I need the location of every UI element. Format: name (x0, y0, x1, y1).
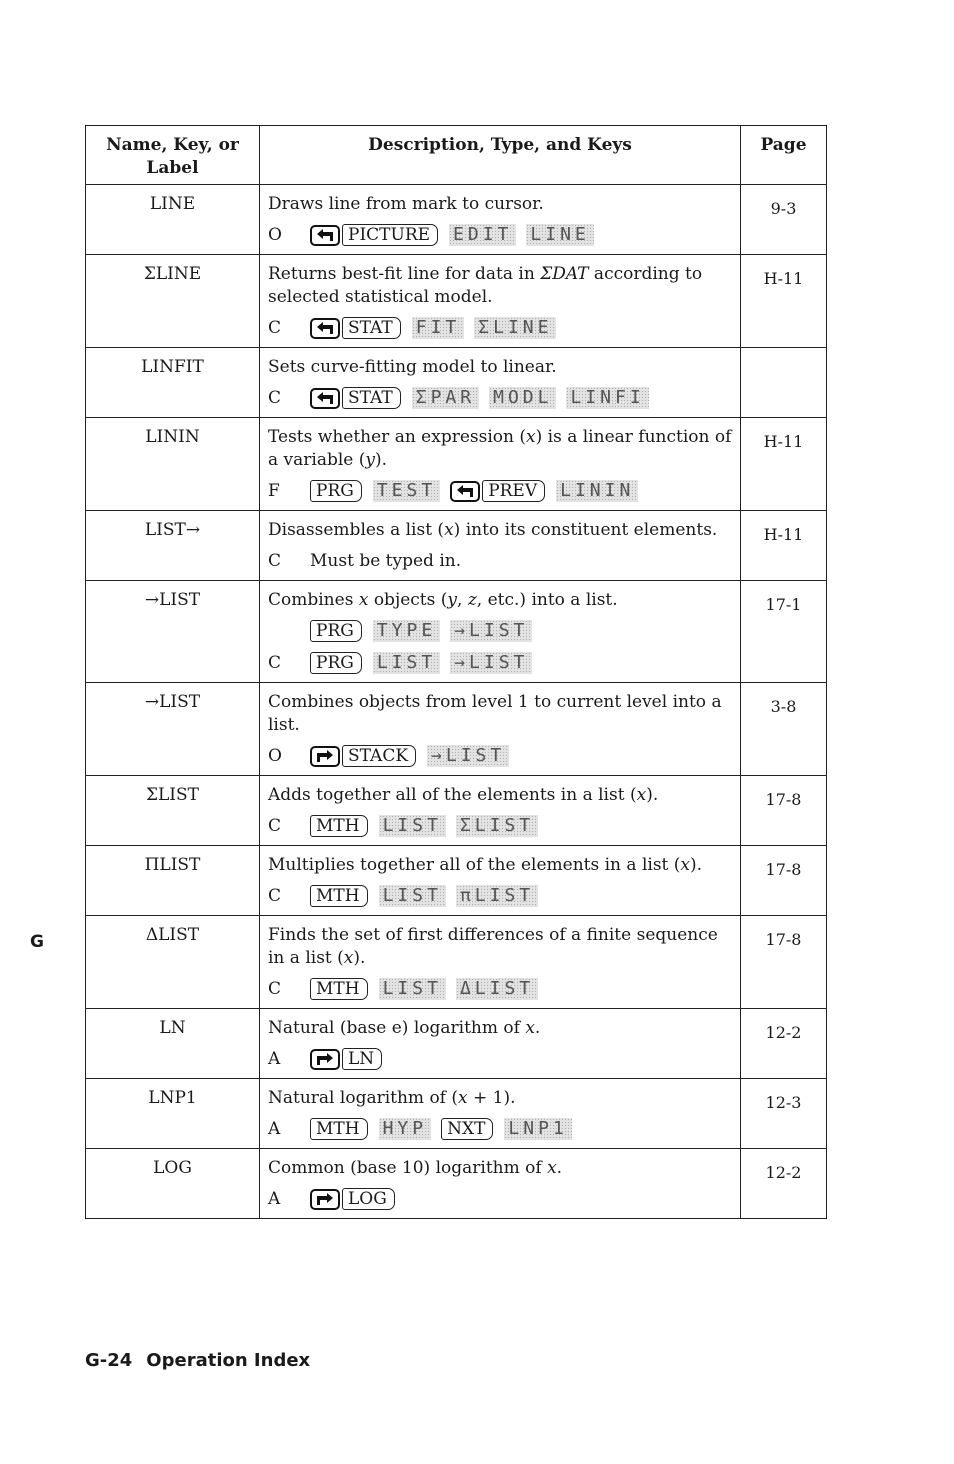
variable: x (636, 785, 647, 805)
typed-in-note: Must be typed in. (310, 550, 462, 571)
description-segment: . (556, 1158, 563, 1178)
page-reference: H-11 (741, 255, 827, 348)
right-shift-arrow-icon (310, 746, 340, 767)
entry-name: →LIST (86, 581, 260, 683)
description-segment: + 1). (467, 1088, 516, 1108)
calculator-key: PRG (310, 652, 362, 674)
variable: x (526, 427, 536, 447)
key-sequence (268, 813, 732, 839)
command-type: A (268, 1188, 281, 1209)
command-type: A (268, 1048, 281, 1069)
menu-label: LINE (526, 224, 593, 246)
left-shift-arrow-icon (310, 225, 340, 246)
page-reference: 9-3 (741, 185, 827, 255)
command-type: C (268, 387, 282, 408)
header-name: Name, Key, or Label (86, 126, 260, 185)
page-footer (85, 1350, 310, 1371)
entry-name: LNP1 (86, 1079, 260, 1149)
variable: x (358, 590, 369, 610)
description-segment: Tests whether an expression ( (268, 427, 527, 447)
calculator-key: PRG (310, 620, 362, 642)
description-segment: ). (375, 450, 388, 470)
entry-description (260, 1009, 741, 1079)
variable: ΣDAT (540, 264, 589, 284)
description-segment: ). (646, 785, 659, 805)
entry-name: LN (86, 1009, 260, 1079)
calculator-key: PREV (482, 480, 545, 502)
entry-name: LOG (86, 1149, 260, 1219)
key-sequence (268, 548, 732, 574)
description-segment: Draws line from mark to cursor. (268, 194, 544, 214)
description-text (268, 519, 732, 542)
entry-description (260, 1079, 741, 1149)
menu-label: EDIT (449, 224, 516, 246)
key-sequence (268, 976, 732, 1002)
entry-description (260, 185, 741, 255)
key-sequence (268, 743, 732, 769)
right-shift-arrow-icon (310, 1189, 340, 1210)
entry-description (260, 511, 741, 581)
entry-name: LIST→ (86, 511, 260, 581)
key-sequence (268, 1046, 732, 1072)
table-row (86, 581, 827, 683)
left-shift-arrow-icon (450, 481, 480, 502)
description-segment: ) is a linear function of a variable ( (268, 427, 732, 470)
command-type: C (268, 978, 282, 999)
description-segment: Finds the set of first differences of a finite sequence in a list ( (268, 925, 718, 968)
page-reference: 3-8 (741, 683, 827, 776)
command-type: C (268, 652, 282, 673)
calculator-key: MTH (310, 815, 368, 837)
menu-label: TYPE (373, 620, 440, 642)
menu-label: →LIST (427, 745, 509, 767)
menu-label: TEST (373, 480, 440, 502)
section-title: Operation Index (146, 1350, 311, 1371)
calculator-key: MTH (310, 978, 368, 1000)
page-reference: 12-2 (741, 1009, 827, 1079)
entry-description (260, 255, 741, 348)
menu-label: ΣLINE (474, 317, 556, 339)
table-body (86, 185, 827, 1219)
key-sequence (268, 1186, 732, 1212)
page-reference: H-11 (741, 511, 827, 581)
menu-label: LINFI (566, 387, 648, 409)
description-segment: Disassembles a list ( (268, 520, 445, 540)
menu-label: →LIST (450, 620, 532, 642)
page-reference: 12-3 (741, 1079, 827, 1149)
variable: x (343, 948, 354, 968)
description-text (268, 1157, 732, 1180)
description-text (268, 263, 732, 309)
description-text (268, 193, 732, 216)
description-text (268, 1017, 732, 1040)
page-reference: 17-8 (741, 916, 827, 1009)
menu-label: MODL (489, 387, 556, 409)
menu-label: →LIST (450, 652, 532, 674)
variable: x (458, 1088, 468, 1108)
page-reference: 17-1 (741, 581, 827, 683)
table-row (86, 776, 827, 846)
description-segment: Natural (base e) logarithm of (268, 1018, 526, 1038)
entry-name: →LIST (86, 683, 260, 776)
variable: x (680, 855, 691, 875)
description-text (268, 924, 732, 970)
variable: x (525, 1018, 535, 1038)
calculator-key: STAT (342, 317, 401, 339)
left-shift-arrow-icon (310, 388, 340, 409)
command-type: C (268, 815, 282, 836)
section-tab-letter: G (30, 932, 44, 952)
table-row (86, 1079, 827, 1149)
menu-label: LIST (379, 815, 446, 837)
calculator-key: NXT (441, 1118, 493, 1140)
command-type: C (268, 885, 282, 906)
variable: z (467, 590, 477, 610)
description-text (268, 784, 732, 807)
menu-label: LNP1 (504, 1118, 571, 1140)
calculator-key: PICTURE (342, 224, 438, 246)
key-sequence (268, 385, 732, 411)
description-segment: Returns best-fit line for data in (268, 264, 541, 284)
description-segment: Natural logarithm of ( (268, 1088, 459, 1108)
table-row (86, 916, 827, 1009)
header-description: Description, Type, and Keys (260, 126, 741, 185)
command-type: O (268, 224, 282, 245)
description-segment: objects ( (368, 590, 448, 610)
table-row (86, 846, 827, 916)
description-segment: ). (690, 855, 703, 875)
variable: x (547, 1158, 557, 1178)
page-number: G-24 (85, 1350, 133, 1371)
entry-description (260, 418, 741, 511)
key-sequence (268, 315, 732, 341)
page-reference: H-11 (741, 418, 827, 511)
table-row (86, 418, 827, 511)
table-row (86, 1149, 827, 1219)
command-type: O (268, 745, 282, 766)
entry-description (260, 581, 741, 683)
command-type: F (268, 480, 280, 501)
entry-description (260, 776, 741, 846)
entry-name: LININ (86, 418, 260, 511)
menu-label: HYP (379, 1118, 432, 1140)
description-segment: ) into its constituent elements. (453, 520, 718, 540)
description-text (268, 356, 732, 379)
table-row (86, 1009, 827, 1079)
menu-label: ΣLIST (456, 815, 538, 837)
variable: x (444, 520, 454, 540)
page-reference: 12-2 (741, 1149, 827, 1219)
table-header-row (86, 126, 827, 185)
calculator-key: LN (342, 1048, 382, 1070)
calculator-key: STACK (342, 745, 416, 767)
entry-description (260, 683, 741, 776)
description-segment: , (457, 590, 468, 610)
key-sequence (268, 618, 732, 644)
key-sequence (268, 650, 732, 676)
menu-label: LIST (379, 978, 446, 1000)
menu-label: FIT (412, 317, 465, 339)
entry-description (260, 916, 741, 1009)
entry-description (260, 348, 741, 418)
calculator-key: MTH (310, 885, 368, 907)
key-sequence (268, 478, 732, 504)
description-segment: Sets curve-fitting model to linear. (268, 357, 557, 377)
calculator-key: PRG (310, 480, 362, 502)
right-shift-arrow-icon (310, 1049, 340, 1070)
entry-name: ΔLIST (86, 916, 260, 1009)
command-type: C (268, 550, 282, 571)
entry-name: LINE (86, 185, 260, 255)
page-reference (741, 348, 827, 418)
operation-index-table (85, 125, 827, 1219)
description-text (268, 589, 732, 612)
description-segment: Combines (268, 590, 359, 610)
header-page: Page (741, 126, 827, 185)
description-segment: Combines objects from level 1 to current level into a list. (268, 692, 722, 735)
key-sequence (268, 222, 732, 248)
left-shift-arrow-icon (310, 318, 340, 339)
entry-description (260, 846, 741, 916)
description-segment: Common (base 10) logarithm of (268, 1158, 548, 1178)
variable: y (447, 590, 457, 610)
description-segment: . (534, 1018, 541, 1038)
menu-label: ΣPAR (412, 387, 479, 409)
calculator-key: MTH (310, 1118, 368, 1140)
variable: y (365, 450, 376, 470)
description-text (268, 1087, 732, 1110)
menu-label: LININ (556, 480, 638, 502)
menu-label: πLIST (456, 885, 538, 907)
entry-name: LINFIT (86, 348, 260, 418)
entry-name: ΠLIST (86, 846, 260, 916)
command-type: A (268, 1118, 281, 1139)
table-row (86, 683, 827, 776)
entry-name: ΣLIST (86, 776, 260, 846)
entry-name: ΣLINE (86, 255, 260, 348)
page-reference: 17-8 (741, 846, 827, 916)
menu-label: LIST (373, 652, 440, 674)
page-reference: 17-8 (741, 776, 827, 846)
entry-description (260, 1149, 741, 1219)
description-segment: according to selected statistical model. (268, 264, 703, 307)
table-row (86, 255, 827, 348)
command-type: C (268, 317, 282, 338)
table-row (86, 348, 827, 418)
table-row (86, 185, 827, 255)
key-sequence (268, 1116, 732, 1142)
table-row (86, 511, 827, 581)
calculator-key: STAT (342, 387, 401, 409)
calculator-key: LOG (342, 1188, 395, 1210)
description-segment: Adds together all of the elements in a list ( (268, 785, 637, 805)
description-segment: , etc.) into a list. (476, 590, 618, 610)
description-text (268, 691, 732, 737)
description-segment: Multiplies together all of the elements in a list ( (268, 855, 681, 875)
key-sequence (268, 883, 732, 909)
description-text (268, 426, 732, 472)
menu-label: LIST (379, 885, 446, 907)
description-segment: ). (353, 948, 366, 968)
menu-label: ΔLIST (456, 978, 538, 1000)
description-text (268, 854, 732, 877)
